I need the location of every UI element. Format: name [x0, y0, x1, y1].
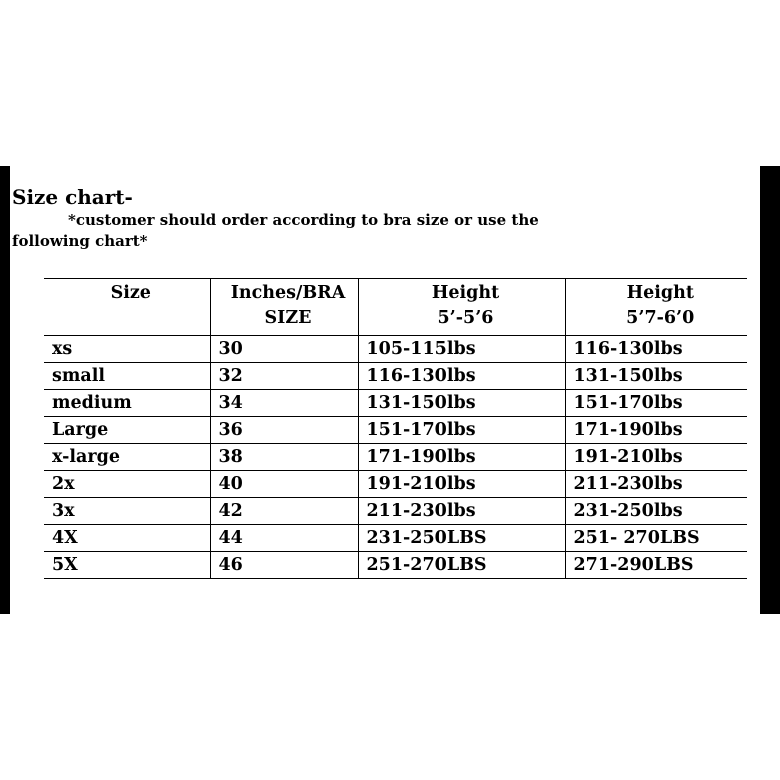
header-inches-bra-line2: SIZE — [264, 308, 312, 328]
cell-size: 4X — [44, 525, 210, 552]
cell-inches: 34 — [210, 390, 358, 417]
header-height-short-line2: 5’-5’6 — [437, 308, 494, 328]
cell-weight-short: 116-130lbs — [358, 363, 565, 390]
cell-size: small — [44, 363, 210, 390]
cell-weight-tall: 151-170lbs — [565, 390, 747, 417]
header-height-tall — [565, 279, 747, 336]
header-inches-bra-line1: Inches/BRA — [230, 283, 346, 303]
cell-weight-short: 251-270LBS — [358, 552, 565, 579]
table-row — [44, 444, 747, 471]
cell-size: 3x — [44, 498, 210, 525]
cell-size: Large — [44, 417, 210, 444]
header-inches-bra — [210, 279, 358, 336]
size-chart-table — [44, 278, 747, 579]
cell-weight-short: 191-210lbs — [358, 471, 565, 498]
cell-weight-tall: 211-230lbs — [565, 471, 747, 498]
cell-weight-short: 231-250LBS — [358, 525, 565, 552]
cell-weight-short: 105-115lbs — [358, 336, 565, 363]
cell-inches: 46 — [210, 552, 358, 579]
left-border-bar — [0, 166, 10, 614]
cell-weight-tall: 116-130lbs — [565, 336, 747, 363]
cell-weight-short: 211-230lbs — [358, 498, 565, 525]
header-height-short — [358, 279, 565, 336]
cell-weight-tall: 131-150lbs — [565, 363, 747, 390]
cell-weight-short: 151-170lbs — [358, 417, 565, 444]
cell-size: x-large — [44, 444, 210, 471]
table-row — [44, 417, 747, 444]
cell-weight-short: 171-190lbs — [358, 444, 565, 471]
cell-weight-tall: 231-250lbs — [565, 498, 747, 525]
header-size — [44, 279, 210, 336]
order-note: *customer should order according to bra size or use the following chart* — [12, 211, 539, 250]
cell-weight-short: 131-150lbs — [358, 390, 565, 417]
cell-size: medium — [44, 390, 210, 417]
document — [12, 184, 752, 252]
right-border-bar — [760, 166, 780, 614]
cell-weight-tall: 251- 270LBS — [565, 525, 747, 552]
cell-inches: 30 — [210, 336, 358, 363]
cell-weight-tall: 171-190lbs — [565, 417, 747, 444]
header-height-short-line1: Height — [431, 283, 500, 303]
table-row — [44, 390, 747, 417]
cell-inches: 32 — [210, 363, 358, 390]
header-height-tall-line1: Height — [626, 283, 694, 303]
table-row — [44, 552, 747, 579]
page-title: Size chart- — [12, 185, 133, 209]
table-row — [44, 336, 747, 363]
cell-weight-tall: 271-290LBS — [565, 552, 747, 579]
cell-weight-tall: 191-210lbs — [565, 444, 747, 471]
table-row — [44, 471, 747, 498]
cell-inches: 38 — [210, 444, 358, 471]
cell-size: xs — [44, 336, 210, 363]
cell-inches: 40 — [210, 471, 358, 498]
header-size-label: Size — [110, 283, 151, 303]
table-row — [44, 525, 747, 552]
table-row — [44, 498, 747, 525]
cell-inches: 42 — [210, 498, 358, 525]
table-row — [44, 363, 747, 390]
cell-size: 2x — [44, 471, 210, 498]
cell-inches: 44 — [210, 525, 358, 552]
header-height-tall-line2: 5’7-6’0 — [626, 308, 695, 328]
cell-inches: 36 — [210, 417, 358, 444]
cell-size: 5X — [44, 552, 210, 579]
table-header-row — [44, 279, 747, 336]
